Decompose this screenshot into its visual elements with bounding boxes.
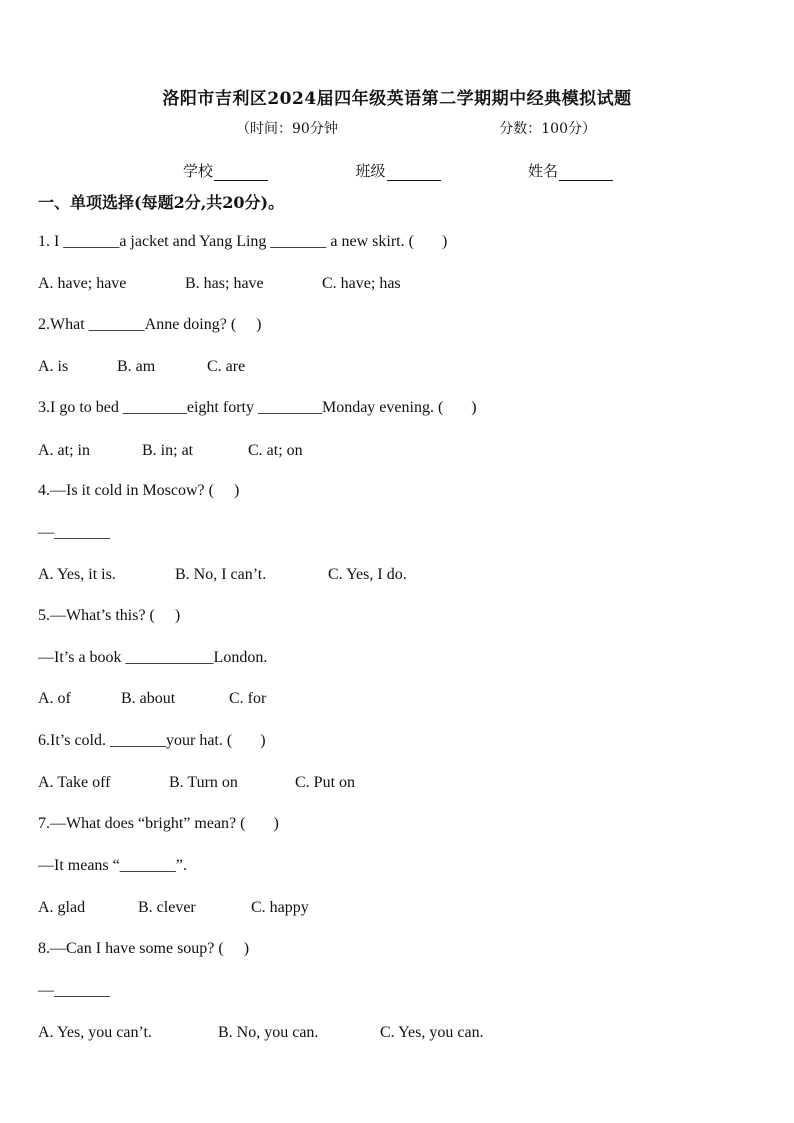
name-field [528, 160, 613, 181]
option-c: C. Yes, I do. [328, 566, 407, 583]
question-options [38, 899, 309, 917]
question-options [38, 1024, 484, 1042]
option-a: A. Yes, you can’t. [38, 1024, 152, 1041]
question-stem: 4.—Is it cold in Moscow? ( ) [38, 482, 240, 499]
option-c: C. at; on [248, 442, 303, 459]
page-title: 洛阳市吉利区2024届四年级英语第二学期期中经典模拟试题 [162, 89, 632, 109]
option-a: A. at; in [38, 442, 90, 459]
question-stem: 6.It’s cold. _______your hat. ( ) [38, 732, 266, 749]
option-a: A. of [38, 690, 71, 707]
option-b: B. No, you can. [218, 1024, 319, 1041]
option-a: A. glad [38, 899, 86, 916]
option-b: B. has; have [185, 275, 264, 292]
time-limit: （时间：90分钟 [236, 121, 338, 137]
student-info-row [183, 160, 613, 181]
class-label: 班级 [355, 162, 386, 180]
question-stem: 5.—What’s this? ( ) [38, 607, 181, 624]
question-stem: 8.—Can I have some soup? ( ) [38, 940, 250, 957]
option-b: B. am [117, 358, 156, 375]
question-stem: 2.What _______Anne doing? ( ) [38, 316, 262, 333]
school-field [183, 160, 268, 181]
question-options [38, 442, 303, 460]
question-options [38, 275, 401, 293]
class-blank [387, 166, 441, 181]
answer-line: —_______ [38, 524, 110, 541]
school-blank [214, 166, 268, 181]
question-options [38, 690, 266, 708]
answer-line: —It’s a book ___________London. [38, 649, 268, 666]
option-c: C. Put on [295, 774, 356, 791]
school-label: 学校 [183, 162, 214, 180]
answer-line: —It means “_______”. [38, 857, 187, 874]
question-options [38, 774, 355, 792]
option-b: B. about [121, 690, 176, 707]
class-field [355, 160, 440, 181]
section-heading: 一、单项选择(每题2分,共20分)。 [38, 193, 285, 212]
question-stem: 3.I go to bed ________eight forty ________Monday evening. ( ) [38, 399, 477, 416]
option-b: B. Turn on [169, 774, 238, 791]
question-stem: 7.—What does “bright” mean? ( ) [38, 815, 279, 832]
exam-meta [236, 118, 596, 138]
option-a: A. Yes, it is. [38, 566, 116, 583]
total-score: 分数：100分） [499, 121, 596, 137]
question-options [38, 566, 407, 584]
option-c: C. are [207, 358, 246, 375]
question-stem: 1. I _______a jacket and Yang Ling _______ a new skirt. ( ) [38, 233, 448, 250]
answer-line: —_______ [38, 982, 110, 999]
name-blank [559, 166, 613, 181]
option-c: C. for [229, 690, 267, 707]
option-a: A. have; have [38, 275, 127, 292]
name-label: 姓名 [527, 162, 558, 180]
option-a: A. is [38, 358, 69, 375]
option-a: A. Take off [38, 774, 111, 791]
option-c: C. happy [251, 899, 309, 916]
option-c: C. have; has [322, 275, 401, 292]
option-b: B. clever [138, 899, 196, 916]
option-c: C. Yes, you can. [380, 1024, 484, 1041]
option-b: B. No, I can’t. [175, 566, 267, 583]
option-b: B. in; at [142, 442, 194, 459]
question-options [38, 358, 245, 376]
